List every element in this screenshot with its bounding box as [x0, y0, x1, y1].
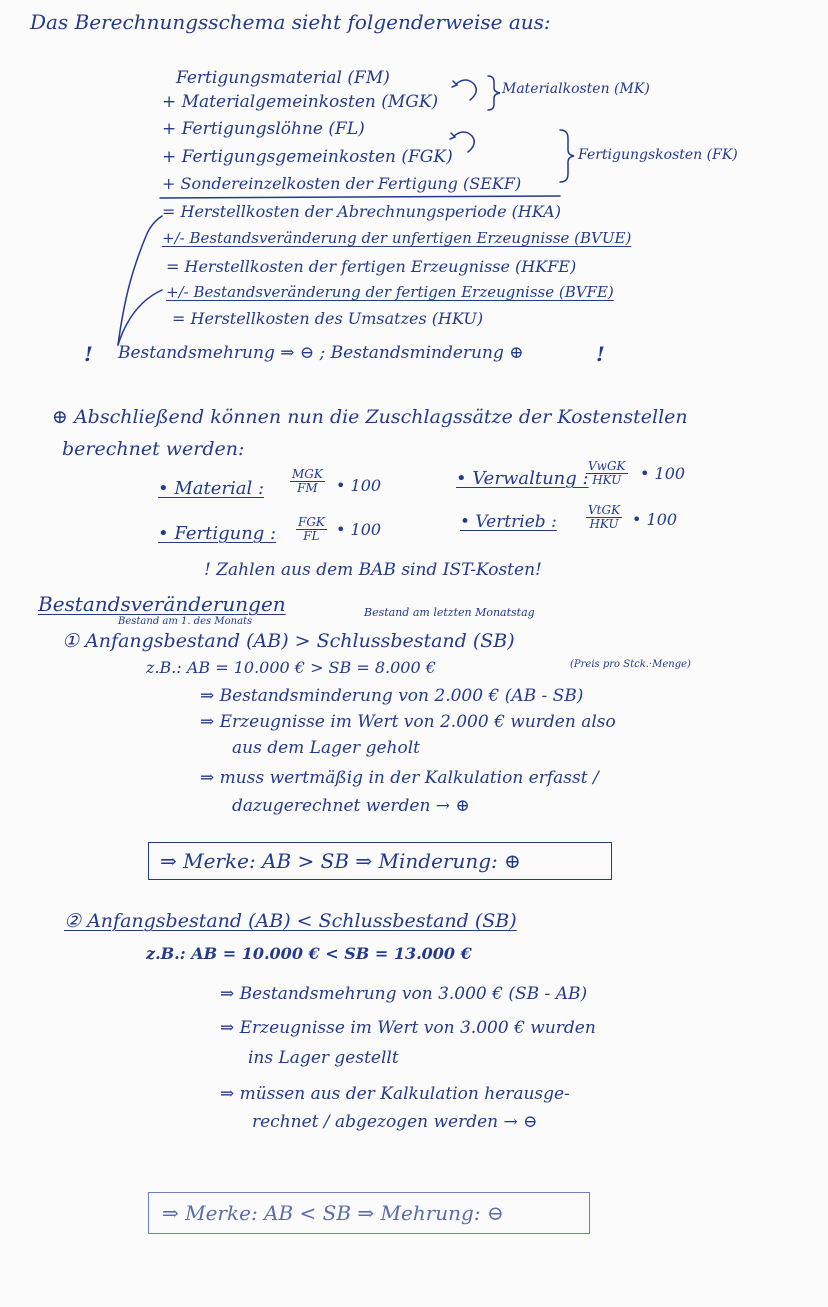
case1-point3a: ⇒ muss wertmäßig in der Kalkulation erfasst / [200, 768, 599, 788]
case1-point2b: aus dem Lager geholt [232, 738, 420, 758]
fertigungskosten-label: Fertigungskosten (FK) [578, 147, 738, 163]
ist-kosten-hint: ! Zahlen aus dem BAB sind IST-Kosten! [204, 560, 542, 580]
vertrieb-multiplier: • 100 [632, 510, 678, 529]
case1-price-note: (Preis pro Stck.·Menge) [570, 659, 691, 670]
schema-row-bvfe: +/- Bestandsveränderung der fertigen Erzeugnisse (BVFE) [166, 283, 614, 301]
verwaltung-multiplier: • 100 [640, 464, 686, 483]
verwaltung-denominator: HKU [592, 472, 622, 487]
material-denominator: FM [297, 480, 318, 495]
fertigungskosten-brace [560, 130, 574, 182]
schema-row-fm: Fertigungsmaterial (FM) [176, 68, 390, 88]
schema-row-bvue: +/- Bestandsveränderung der unfertigen Erzeugnisse (BVUE) [162, 229, 632, 247]
vertrieb-label: • Vertrieb : [460, 512, 557, 532]
fertigung-denominator: FL [303, 528, 320, 543]
case2-point3b: rechnet / abgezogen werden → ⊖ [252, 1112, 538, 1132]
ab-annotation: Bestand am 1. des Monats [118, 616, 253, 627]
case2-title: ② Anfangsbestand (AB) < Schlussbestand (SB) [64, 910, 517, 932]
sb-annotation: Bestand am letzten Monatstag [364, 606, 535, 619]
case1-point1: ⇒ Bestandsminderung von 2.000 € (AB - SB) [200, 686, 584, 706]
materialkosten-label: Materialkosten (MK) [502, 81, 650, 97]
case1-point2a: ⇒ Erzeugnisse im Wert von 2.000 € wurden also [200, 712, 616, 732]
section4-line2: berechnet werden: [62, 438, 245, 460]
fertigung-multiplier: • 100 [336, 520, 382, 539]
case1-example: z.B.: AB = 10.000 € > SB = 8.000 € [146, 658, 436, 677]
fertigung-label: • Fertigung : [158, 523, 277, 544]
case2-point3a: ⇒ müssen aus der Kalkulation herausge- [220, 1084, 570, 1104]
vertrieb-denominator: HKU [589, 516, 619, 531]
case1-title: ① Anfangsbestand (AB) > Schlussbestand (SB) [62, 630, 515, 652]
case2-point1: ⇒ Bestandsmehrung von 3.000 € (SB - AB) [220, 984, 588, 1004]
verwaltung-label: • Verwaltung : [456, 468, 589, 489]
loop-arrow-1-icon [456, 80, 476, 100]
schema-row-fl: + Fertigungslöhne (FL) [162, 119, 365, 139]
schema-row-hkfe: = Herstellkosten der fertigen Erzeugnisse (HKFE) [166, 257, 577, 276]
fertigung-numerator: FGK [298, 515, 325, 529]
schema-row-fgk: + Fertigungsgemeinkosten (FGK) [162, 147, 453, 167]
case1-point3b: dazugerechnet werden → ⊕ [232, 796, 470, 816]
note-warning-mark: ! [84, 342, 93, 366]
case2-point2a: ⇒ Erzeugnisse im Wert von 3.000 € wurden [220, 1018, 596, 1038]
connector-line [118, 216, 162, 345]
merke2-text: ⇒ Merke: AB < SB ⇒ Mehrung: ⊖ [162, 1201, 504, 1225]
material-label: • Material : [158, 478, 265, 499]
sum-line [160, 196, 560, 198]
case2-example: z.B.: AB = 10.000 € < SB = 13.000 € [146, 944, 472, 963]
intro-line: Das Berechnungsschema sieht folgenderweise aus: [30, 10, 551, 34]
material-multiplier: • 100 [336, 476, 382, 495]
vertrieb-numerator: VtGK [588, 503, 621, 517]
schema-row-sekf: + Sondereinzelkosten der Fertigung (SEKF) [162, 174, 522, 193]
schema-row-hku: = Herstellkosten des Umsatzes (HKU) [172, 309, 484, 328]
merke1-text: ⇒ Merke: AB > SB ⇒ Minderung: ⊕ [160, 849, 521, 873]
loop-arrow-2-icon [454, 132, 474, 152]
verwaltung-numerator: VwGK [588, 459, 626, 473]
schema-row-mgk: + Materialgemeinkosten (MGK) [162, 92, 439, 112]
material-numerator: MGK [292, 467, 323, 481]
bestand-rule-note: Bestandsmehrung ⇒ ⊖ ; Bestandsminderung ⊕ [118, 343, 524, 363]
schema-row-hka: = Herstellkosten der Abrechnungsperiode (HKA) [162, 202, 561, 221]
bestand-heading: Bestandsveränderungen [38, 592, 286, 616]
case2-point2b: ins Lager gestellt [248, 1048, 399, 1068]
note-warning-mark-end: ! [596, 342, 605, 366]
materialkosten-brace [488, 76, 500, 110]
section4-line1: ⊕ Abschließend können nun die Zuschlagssätze der Kostenstellen [52, 406, 688, 428]
